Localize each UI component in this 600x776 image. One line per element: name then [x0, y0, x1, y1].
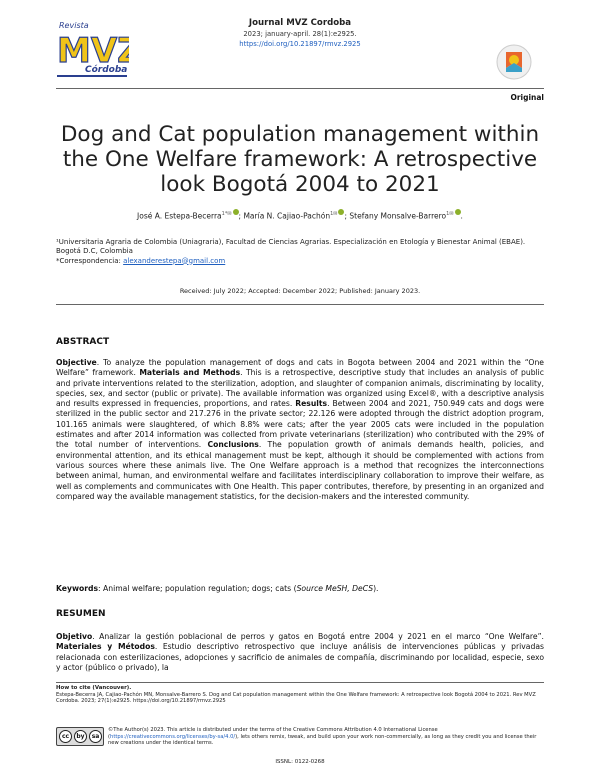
keywords-text: : Animal welfare; population regulation; dogs; cats (: [98, 584, 297, 593]
cc-badge: cc: [59, 730, 72, 743]
methods-text: . This is a retrospective, descriptive study that includes an analysis of public and private interventions related to the sterilization, adoption, and slaughter of companion animals, discriminating by locality, species, sex, and sector (public or private). The available information was organized using Excel®, with a descriptive analysis and results expressed in frequencies, proportions, and rates.: [56, 368, 544, 409]
footer-rule: [56, 682, 544, 683]
article-dates: Received: July 2022; Accepted: December 2022; Published: January 2023.: [179, 287, 421, 295]
resumen-heading: RESUMEN: [56, 609, 106, 619]
license-text-b: ), lets others remix, tweak, and build upon your work non-commercially, as long as they credit you and license their new creations under the identical terms.: [108, 733, 537, 747]
abstract-heading: ABSTRACT: [56, 337, 110, 347]
correspondence-email[interactable]: alexanderestepa@gmail.com: [123, 256, 226, 265]
license-block: [56, 727, 544, 749]
keywords-end: ).: [373, 584, 379, 593]
author-3-sup: 1: [446, 211, 450, 217]
affiliation-text: ¹Universitaria Agraria de Colombia (Uniagraria), Facultad de Ciencias Agrarias. Especialización en Etología y Bienestar Animal (EBAE). Bogotá D.C, Colombia: [56, 238, 526, 256]
svg-text:Revista: Revista: [59, 21, 89, 30]
keywords-source: Source MeSH, DeCS: [296, 584, 374, 593]
by-badge: by: [74, 730, 87, 743]
author-1: José A. Estepa-Becerra: [137, 211, 222, 221]
conclusions-label: Conclusions: [207, 440, 259, 450]
crossmark-icon[interactable]: [496, 44, 532, 80]
article-title: Dog and Cat population management within the One Welfare framework: A retrospective look Bogotá 2004 to 2021: [60, 122, 540, 197]
email-icon[interactable]: ✉: [227, 211, 232, 217]
metodos-label: Materiales y Métodos: [56, 642, 155, 652]
license-text-a: ©The Author(s) 2023. This article is distributed under the terms of the Creative Commons Attribution 4.0 International License (: [108, 727, 438, 740]
conclusions-text: . The population growth of animals demands health, policies, and environmental attention, and its ethical management must be kept, although it should be complemented with actions from various sources where these animals live. The One Welfare approach is a method that recognizes the interconnections between animal, human, and environmental welfare and facilitates interdisciplinary collaboration to improve their welfare, as well as complements and communicates with One Health. This paper contributes, therefore, by presenting in an organized and compared way the available management statistics, for the decision-makers and the interested community.: [56, 440, 544, 501]
issn: ISSNL: 0122-0268: [275, 759, 325, 765]
affiliation-block: [56, 238, 544, 266]
abstract-body: [56, 358, 544, 502]
how-to-cite-label: How to cite (Vancouver).: [56, 685, 132, 691]
author-list-end: .: [460, 211, 463, 221]
dates-rule: [56, 304, 544, 305]
objective-text: . To analyze the population management of dogs and cats in Bogota between 2004 and 2021 within the “One Welfare” framework.: [56, 358, 544, 378]
doi-link[interactable]: https://doi.org/10.21897/rmvz.2925: [239, 40, 361, 48]
objective-label: Objective: [56, 358, 97, 367]
author-3: ; Stefany Monsalve-Barrero: [344, 211, 447, 221]
objetivo-text: . Analizar la gestión poblacional de perros y gatos en Bogotá entre 2004 y 2021 en el marco “One Welfare”.: [92, 632, 544, 641]
email-icon[interactable]: ✉: [449, 211, 454, 217]
journal-logo: [55, 18, 129, 80]
journal-header: [140, 18, 460, 48]
journal-citation: 2023; january-april. 28(1):e2925.: [243, 30, 357, 38]
keywords-label: Keywords: [56, 584, 99, 593]
svg-text:MVZ: MV: [57, 31, 118, 71]
metodos-text: . Estudio descriptivo retrospectivo que incluye análisis de intervenciones públicas y privadas relacionada con esterilizaciones, adopciones y sacrificio de animales de compañía, discriminando por localidad, especie, sexo y actor (público o privado), la: [56, 642, 544, 672]
header-rule: [56, 88, 544, 89]
sa-badge: sa: [89, 730, 102, 743]
email-icon[interactable]: ✉: [333, 211, 338, 217]
svg-text:Córdoba: Córdoba: [85, 65, 128, 75]
correspondence: [56, 257, 544, 266]
correspondence-label: *Correspondencia:: [56, 256, 124, 265]
author-2: ; María N. Cajiao-Pachón: [238, 211, 331, 221]
resumen-body: [56, 632, 544, 673]
methods-label: Materials and Methods: [139, 368, 241, 378]
journal-name: Journal MVZ Cordoba: [248, 18, 352, 28]
article-type: Original: [510, 93, 544, 102]
results-label: Results: [295, 399, 328, 409]
license-link[interactable]: https://creativecommons.org/licenses/by-sa/4.0/: [110, 733, 236, 740]
author-1-sup: 1*: [221, 211, 228, 217]
keywords: [56, 584, 544, 593]
objetivo-label: Objetivo: [56, 632, 93, 641]
how-to-cite-text: Estepa-Becerra JA, Cajiao-Pachón MN, Monsalve-Barrero S. Dog and Cat population management within the One Welfare framework: A retrospective look Bogotá 2004 to 2021. Rev MVZ Cordoba. 2023; 27(1):e2925. https://doi.org/10.21897/rmvz.2925: [56, 691, 536, 705]
author-2-sup: 1: [330, 211, 334, 217]
cc-license-icon[interactable]: [56, 727, 104, 746]
author-list: [56, 209, 544, 221]
how-to-cite: [56, 685, 544, 705]
license-text: [108, 727, 544, 747]
results-text: . Between 2004 and 2021, 750.949 cats and dogs were sterilized in the public sector and 217.276 in the private sector; 22.126 were adopted through the district adoption program, 101.165 animals were slaughtered, of which 8.8% were cats; after the year 2005 cats were included in the population estimates and after 2014 information was collected from private veterinarians (sterilization) who contributed with the 29% of the total number of interventions.: [56, 399, 544, 450]
